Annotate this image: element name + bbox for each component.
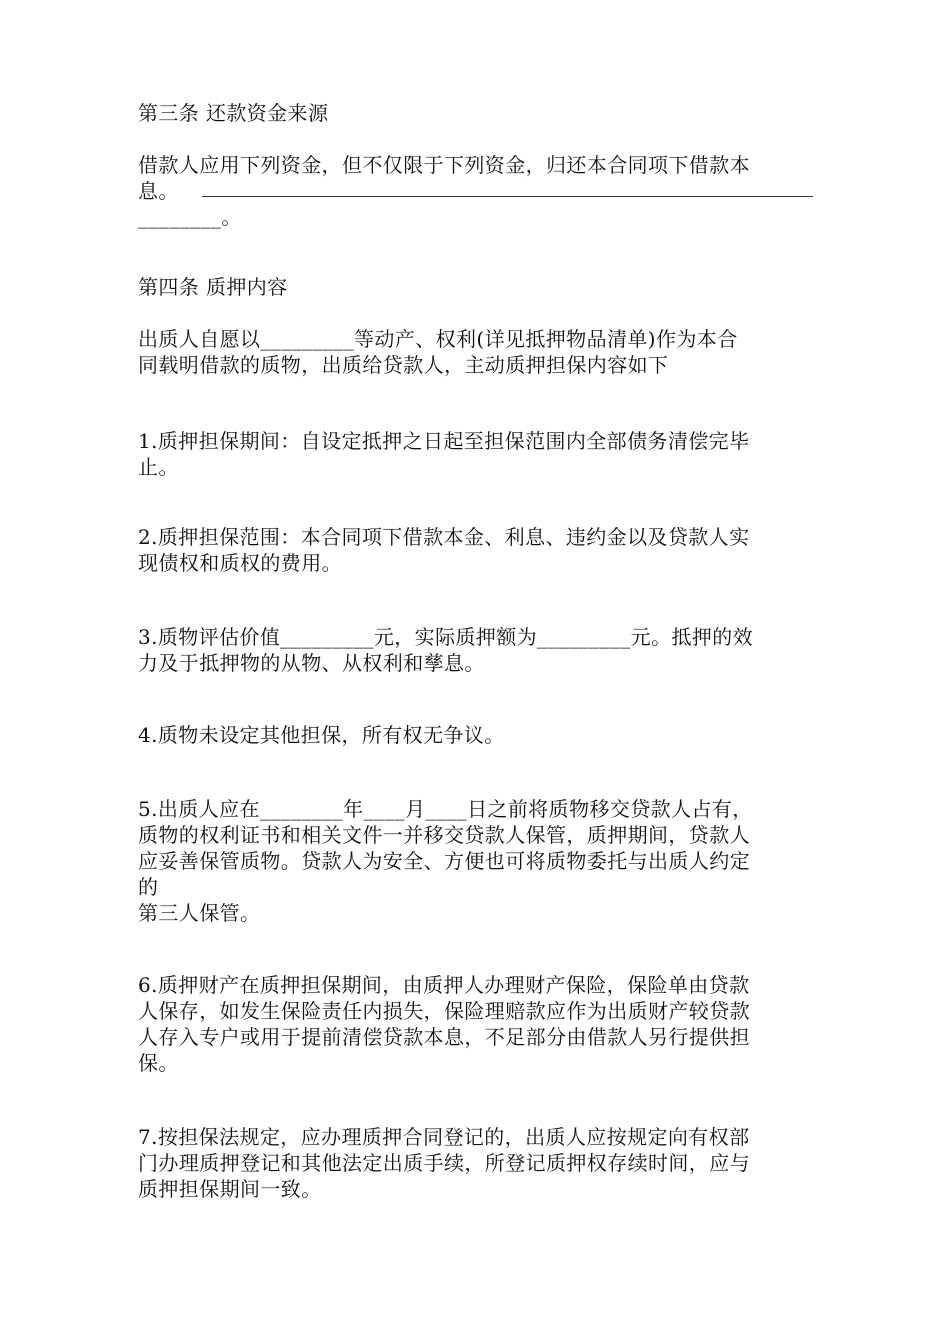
item7-line2: 门办理质押登记和其他法定出质手续，所登记质押权存续时间，应与 [138,1151,750,1175]
article3-paragraph-line2: 息。 [138,179,179,203]
item7-line3: 质押担保期间一致。 [138,1177,322,1201]
item3-line1: 3.质物评估价值_________元，实际质押额为_________元。抵押的效 [138,625,754,649]
item1-line1: 1.质押担保期间：自设定抵押之日起至担保范围内全部债务清偿完毕 [138,429,750,453]
article3-heading: 第三条 还款资金来源 [138,101,329,125]
article3-paragraph-line1: 借款人应用下列资金，但不仅限于下列资金，归还本合同项下借款本 [138,153,750,177]
item4-line1: 4.质物未设定其他担保，所有权无争议。 [138,723,505,747]
item7-line1: 7.按担保法规定，应办理质押合同登记的，出质人应按规定向有权部 [138,1125,750,1149]
article4-intro-line1: 出质人自愿以_________等动产、权利(详见抵押物品清单)作为本合 [138,327,738,351]
item5-line4: 的 [138,875,159,899]
item3-line2: 力及于抵押物的从物、从权利和孳息。 [138,651,485,675]
item1-line2: 止。 [138,455,179,479]
item6-line1: 6.质押财产在质押担保期间，由质押人办理财产保险，保险单由贷款 [138,973,750,997]
item2-line2: 现债权和质权的费用。 [138,551,342,575]
item5-line2: 质物的权利证书和相关文件一并移交贷款人保管，质押期间，贷款人 [138,823,750,847]
article4-heading: 第四条 质押内容 [138,275,288,299]
item6-line3: 人存入专户或用于提前清偿贷款本息，不足部分由借款人另行提供担 [138,1025,750,1049]
fill-in-blank-line [202,196,813,197]
item5-line5: 第三人保管。 [138,901,261,925]
article3-paragraph-line3: ________。 [138,205,242,229]
item5-line1: 5.出质人应在________年____月____日之前将质物移交贷款人占有， [138,797,753,821]
item6-line2: 人保存，如发生保险责任内损失，保险理赔款应作为出质财产较贷款 [138,999,750,1023]
item6-line4: 保。 [138,1051,179,1075]
item2-line1: 2.质押担保范围：本合同项下借款本金、利息、违约金以及贷款人实 [138,525,750,549]
item5-line3: 应妥善保管质物。贷款人为安全、方便也可将质物委托与出质人约定 [138,849,750,873]
article4-intro-line2: 同载明借款的质物，出质给贷款人，主动质押担保内容如下 [138,353,669,377]
